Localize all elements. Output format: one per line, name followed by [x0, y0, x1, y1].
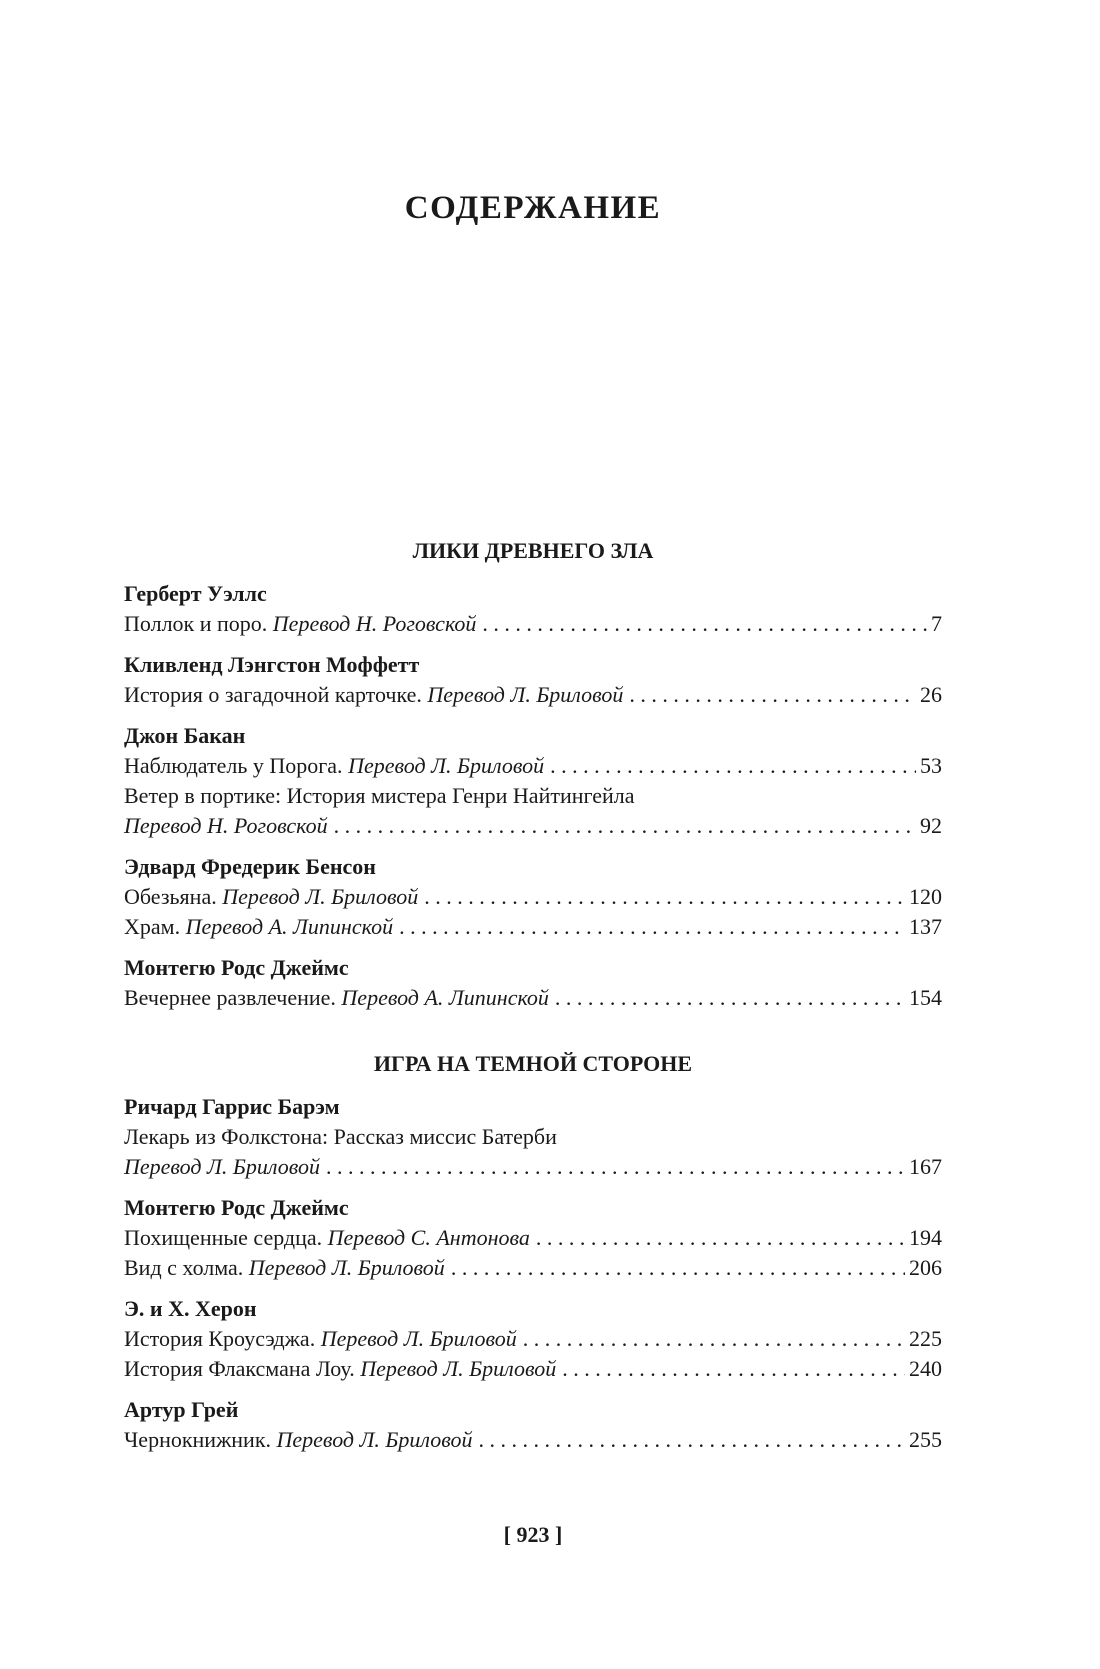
translator-credit: Перевод Л. Бриловой	[222, 884, 419, 909]
dot-leader	[424, 882, 905, 912]
translator-credit: Перевод Л. Бриловой	[124, 1154, 321, 1179]
page-title: СОДЕРЖАНИЕ	[404, 190, 662, 226]
page-number: 167	[909, 1154, 942, 1179]
story-title: История о загадочной карточке.	[124, 682, 422, 707]
toc-section	[124, 1049, 942, 1455]
toc-entry[interactable]	[124, 1354, 942, 1384]
story-title: Обезьяна.	[124, 884, 217, 909]
page-number: 26	[920, 682, 942, 707]
page-folio: [ 923 ]	[503, 1522, 563, 1547]
author-name: Герберт Уэллс	[124, 581, 267, 606]
page-number: 7	[931, 611, 942, 636]
dot-leader	[479, 1425, 905, 1455]
author-block	[124, 1294, 942, 1384]
toc-entry[interactable]	[124, 1223, 942, 1253]
translator-credit: Перевод Л. Бриловой	[320, 1326, 517, 1351]
author-block	[124, 721, 942, 841]
author-name: Артур Грей	[124, 1397, 239, 1422]
toc-entry[interactable]	[124, 882, 942, 912]
dot-leader	[451, 1253, 905, 1283]
author-name: Монтегю Родс Джеймс	[124, 1195, 349, 1220]
dot-leader	[629, 680, 916, 710]
story-title[interactable]: Лекарь из Фолкстона: Рассказ миссис Батерби	[124, 1124, 557, 1149]
translator-credit: Перевод Л. Бриловой	[276, 1427, 473, 1452]
story-title: Наблюдатель у Порога.	[124, 753, 343, 778]
translator-credit: Перевод Н. Роговской	[124, 813, 328, 838]
story-title: Вид с холма.	[124, 1255, 244, 1280]
toc-entry[interactable]	[124, 751, 942, 781]
dot-leader	[399, 912, 905, 942]
story-title: История Кроусэджа.	[124, 1326, 316, 1351]
dot-leader	[326, 1152, 905, 1182]
page-number: 206	[909, 1255, 942, 1280]
story-title: Похищенные сердца.	[124, 1225, 323, 1250]
dot-leader	[482, 609, 927, 639]
author-block	[124, 579, 942, 639]
author-name: Эдвард Фредерик Бенсон	[124, 854, 376, 879]
story-title[interactable]: Ветер в портике: История мистера Генри Найтингейла	[124, 783, 635, 808]
author-block	[124, 650, 942, 710]
dot-leader	[555, 983, 905, 1013]
dot-leader	[334, 811, 916, 841]
author-name: Ричард Гаррис Барэм	[124, 1094, 340, 1119]
section-title: ИГРА НА ТЕМНОЙ СТОРОНЕ	[373, 1051, 693, 1076]
translator-credit: Перевод Н. Роговской	[272, 611, 477, 636]
author-name: Монтегю Родс Джеймс	[124, 955, 349, 980]
translator-credit: Перевод Л. Бриловой	[348, 753, 545, 778]
toc-entry[interactable]	[124, 1152, 942, 1182]
dot-leader	[550, 751, 916, 781]
translator-credit: Перевод А. Липинской	[341, 985, 549, 1010]
translator-credit: Перевод Л. Бриловой	[360, 1356, 557, 1381]
table-of-contents	[124, 536, 942, 1466]
author-block	[124, 1092, 942, 1182]
author-name: Кливленд Лэнгстон Моффетт	[124, 652, 420, 677]
author-block	[124, 1193, 942, 1283]
page-number: 92	[920, 813, 942, 838]
page-number: 194	[909, 1225, 942, 1250]
page-number: 240	[909, 1356, 942, 1381]
dot-leader	[523, 1324, 905, 1354]
toc-entry[interactable]	[124, 811, 942, 841]
story-title: История Флаксмана Лоу.	[124, 1356, 355, 1381]
dot-leader	[536, 1223, 905, 1253]
toc-entry[interactable]	[124, 1324, 942, 1354]
page-number: 225	[909, 1326, 942, 1351]
translator-credit: Перевод Л. Бриловой	[427, 682, 624, 707]
page-number: 53	[920, 753, 942, 778]
page-number: 137	[909, 914, 942, 939]
author-name: Э. и Х. Херон	[124, 1296, 257, 1321]
story-title: Вечернее развлечение.	[124, 985, 336, 1010]
story-title: Чернокнижник.	[124, 1427, 272, 1452]
section-title: ЛИКИ ДРЕВНЕГО ЗЛА	[412, 538, 654, 563]
page-number: 255	[909, 1427, 942, 1452]
toc-entry[interactable]	[124, 983, 942, 1013]
toc-entry[interactable]	[124, 1253, 942, 1283]
page-number: 154	[909, 985, 942, 1010]
toc-section	[124, 536, 942, 1013]
toc-entry[interactable]	[124, 912, 942, 942]
story-title: Храм.	[124, 914, 181, 939]
toc-entry[interactable]	[124, 1425, 942, 1455]
toc-entry[interactable]	[124, 680, 942, 710]
dot-leader	[562, 1354, 905, 1384]
author-name: Джон Бакан	[124, 723, 246, 748]
translator-credit: Перевод С. Антонова	[327, 1225, 530, 1250]
toc-entry[interactable]	[124, 609, 942, 639]
author-block	[124, 953, 942, 1013]
story-title: Поллок и поро.	[124, 611, 268, 636]
author-block	[124, 1395, 942, 1455]
translator-credit: Перевод А. Липинской	[185, 914, 394, 939]
translator-credit: Перевод Л. Бриловой	[248, 1255, 445, 1280]
page-number: 120	[909, 884, 942, 909]
author-block	[124, 852, 942, 942]
